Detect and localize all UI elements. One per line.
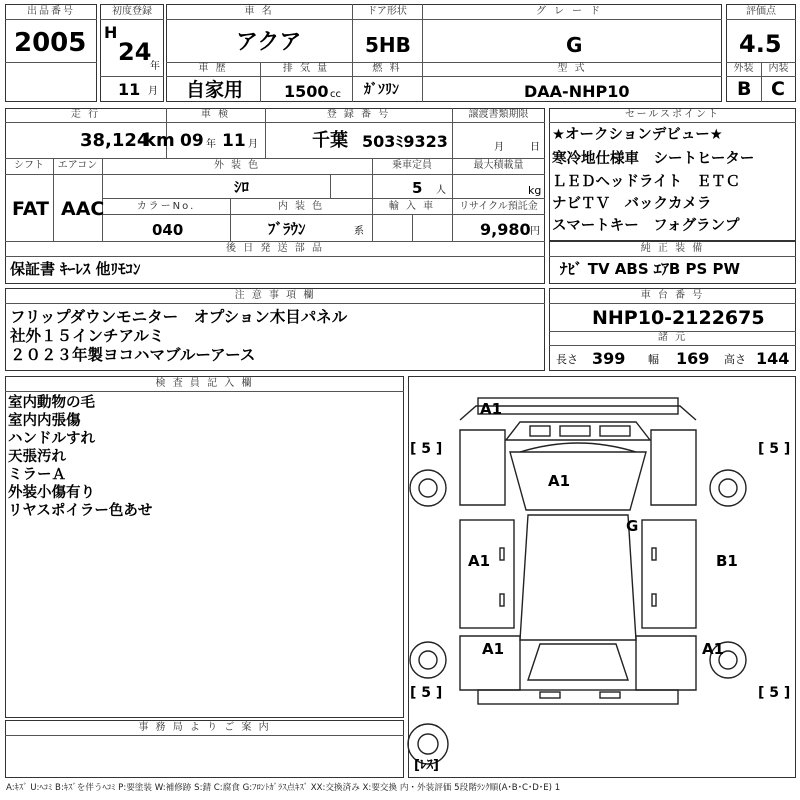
mileage-unit: km: [144, 130, 175, 151]
later-parts: 保証書 ｷｰﾚｽ 他ﾘﾓｺﾝ: [10, 260, 141, 278]
sales-point: ★オークションデビュー★: [552, 127, 723, 143]
tire-tread: [ 5 ]: [410, 685, 443, 701]
inspector-note: ハンドルすれ: [8, 431, 95, 447]
ext-color-header: 外 装 色: [213, 160, 261, 171]
int-color: ﾌﾞﾗｳﾝ: [268, 220, 306, 238]
exterior-header: 外装: [733, 63, 754, 74]
first-reg-year: 24: [118, 38, 152, 66]
transfer-header: 譲渡書類期限: [468, 109, 529, 120]
damage-mark: A1: [548, 472, 571, 490]
genuine-header: 純 正 装 備: [640, 243, 705, 254]
first-reg-header: 初度登録: [112, 6, 152, 17]
inspection-month: 11: [222, 131, 246, 151]
max-load-unit: kg: [528, 184, 542, 197]
interior-header: 内装: [768, 63, 789, 74]
car-name-header: 車 名: [244, 6, 274, 17]
damage-mark: A1: [702, 640, 725, 658]
transfer-day-unit: 日: [530, 142, 540, 153]
sales-point: ＬＥＤヘッドライト ＥＴＣ: [552, 174, 741, 190]
history: 自家用: [186, 79, 244, 101]
shift-header: シフト: [14, 160, 44, 171]
fuel: ｶﾞｿﾘﾝ: [364, 82, 399, 98]
mileage: 38,124: [80, 130, 150, 151]
sales-points-header: セールスポイント: [624, 109, 721, 120]
chassis-header: 車 台 番 号: [640, 290, 705, 301]
reg-code: 503ﾐ9323: [362, 132, 448, 151]
sales-point: スマートキー フォグランプ: [552, 218, 740, 234]
inspection-year: 09: [180, 131, 204, 151]
width-label: 幅: [648, 353, 659, 366]
damage-mark: A1: [480, 400, 503, 418]
length: 399: [592, 349, 626, 368]
max-load-header: 最大積載量: [473, 160, 524, 171]
first-reg-month-unit: 月: [148, 86, 158, 97]
tire-tread: [ 5 ]: [758, 441, 791, 457]
ext-color: ｼﾛ: [234, 178, 250, 196]
inspection-month-unit: 月: [248, 139, 258, 150]
interior-grade: C: [771, 78, 785, 100]
first-reg-year-unit: 年: [150, 61, 160, 72]
width: 169: [676, 349, 710, 368]
door-header: ドア形状: [367, 6, 407, 17]
spare-tire: [ﾚｽ]: [414, 758, 439, 773]
legend: A:ｷｽﾞ U:ﾍｺﾐ B:ｷｽﾞを伴うﾍｺﾐ P:要塗装 W:補修跡 S:錆 C:腐食 G:ﾌﾛﾝﾄｶﾞﾗｽ点ｷｽﾞ XX:交換済み X:要交換 内・外装評価 5段階ﾗﾝｸ順(A･B･C･D･E) 1: [6, 783, 561, 793]
lot-no: 2005: [14, 28, 87, 58]
damage-mark: A1: [482, 640, 505, 658]
capacity: 5: [412, 179, 423, 197]
color-no: 040: [152, 221, 184, 239]
reg-no-header: 登 録 番 号: [326, 109, 391, 120]
mileage-header: 走 行: [70, 109, 101, 120]
inspector-note: 室内動物の毛: [8, 395, 95, 411]
lot-no-header: 出品番号: [27, 6, 75, 17]
note-line: フリップダウンモニター オプション木目パネル: [10, 308, 348, 326]
first-reg-era: H: [104, 23, 118, 42]
shift: FAT: [12, 198, 49, 220]
damage-mark: A1: [468, 552, 491, 570]
tire-tread: [ 5 ]: [758, 685, 791, 701]
length-label: 長さ: [556, 353, 578, 366]
transfer-month-unit: 月: [494, 142, 504, 153]
inspector-note: 外装小傷有り: [8, 485, 95, 501]
score-header: 評価点: [746, 6, 776, 17]
chassis-no: NHP10-2122675: [592, 307, 765, 329]
inspector-note: リヤスポイラー色あせ: [8, 503, 153, 519]
int-color-header: 内 装 色: [277, 201, 325, 212]
car-diagram-box: [408, 376, 796, 778]
import-header: 輸 入 車: [388, 201, 436, 212]
int-color-suffix: 系: [354, 226, 364, 237]
model-header: 型 式: [557, 63, 587, 74]
displacement: 1500: [284, 82, 329, 101]
genuine-equipment: ﾅﾋﾞ TV ABS ｴｱB PS PW: [560, 260, 741, 278]
office-header: 事 務 局 よ り ご 案 内: [138, 722, 271, 733]
sales-point: 寒冷地仕様車 シートヒーター: [552, 151, 755, 167]
color-no-header: カラーNo.: [136, 201, 196, 212]
damage-mark: G: [626, 517, 639, 535]
history-header: 車 歴: [198, 63, 228, 74]
specs-header: 諸 元: [657, 332, 688, 343]
exterior-grade: B: [737, 78, 752, 100]
grade-header: グレード: [536, 6, 608, 17]
note-line: 社外１５インチアルミ: [10, 327, 165, 345]
tire-tread: [ 5 ]: [410, 441, 443, 457]
grade: G: [566, 33, 583, 57]
score: 4.5: [739, 30, 782, 58]
reg-area: 千葉: [312, 130, 348, 151]
inspector-note: 室内内張傷: [8, 413, 81, 429]
inspector-note: 天張汚れ: [8, 449, 66, 465]
notes-header: 注 意 事 項 欄: [234, 290, 316, 301]
capacity-unit: 人: [436, 185, 446, 196]
model: DAA-NHP10: [524, 82, 630, 101]
door: 5HB: [365, 33, 411, 57]
height: 144: [756, 349, 790, 368]
damage-mark: B1: [716, 552, 738, 570]
inspection-year-unit: 年: [206, 139, 216, 150]
recycle-unit: 円: [530, 226, 540, 237]
height-label: 高さ: [724, 353, 746, 366]
aircon: AAC: [61, 198, 105, 220]
later-parts-header: 後 日 発 送 部 品: [226, 243, 324, 254]
note-line: ２０２３年製ヨコハマブルーアース: [10, 346, 256, 364]
car-name: アクア: [236, 30, 302, 55]
recycle-header: リサイクル預託金: [459, 201, 538, 212]
inspector-note: ミラーＡ: [8, 467, 66, 483]
inspector-header: 検 査 員 記 入 欄: [155, 378, 254, 389]
fuel-header: 燃 料: [372, 63, 402, 74]
inspection-header: 車 検: [200, 109, 231, 120]
sales-point: ナビＴＶ バックカメラ: [552, 196, 712, 212]
aircon-header: エアコン: [57, 160, 98, 171]
displacement-header: 排 気 量: [282, 63, 330, 74]
displacement-unit: cc: [330, 89, 341, 100]
recycle: 9,980: [480, 220, 531, 239]
capacity-header: 乗車定員: [392, 160, 432, 171]
first-reg-month: 11: [118, 80, 141, 99]
